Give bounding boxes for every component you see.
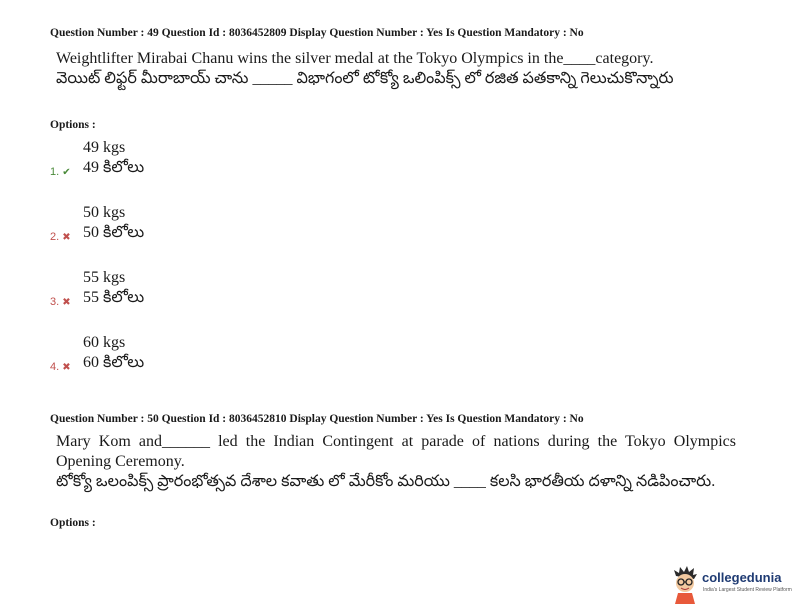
logo-tagline: India's Largest Student Review Platform bbox=[703, 587, 792, 593]
question-50-meta: Question Number : 50 Question Id : 8036452810 Display Question Number : Yes Is Question Mandatory : No bbox=[50, 413, 584, 425]
option-2-number: 2. ✖ bbox=[50, 231, 71, 243]
question-49-meta: Question Number : 49 Question Id : 8036452809 Display Question Number : Yes Is Question Mandatory : No bbox=[50, 27, 584, 39]
cross-icon: ✖ bbox=[62, 362, 71, 373]
check-icon: ✔ bbox=[62, 167, 71, 178]
option-2-text-en: 50 kgs bbox=[83, 204, 126, 221]
option-1[interactable] bbox=[50, 138, 350, 182]
question-49-text-te: వెయిట్ లిఫ్టర్ మీరాబాయ్ చాను _____ విభాగంలో టోక్యో ఒలింపిక్స్ లో రజిత పతకాన్ని గెలుచుకొన్నారు bbox=[56, 70, 674, 87]
option-4-text-en: 60 kgs bbox=[83, 334, 126, 351]
question-49-text-en: Weightlifter Mirabai Chanu wins the silver medal at the Tokyo Olympics in the____category. bbox=[56, 50, 654, 67]
option-3-text-en: 55 kgs bbox=[83, 269, 126, 286]
option-4-number: 4. ✖ bbox=[50, 361, 71, 373]
option-4-text-te: 60 కిలోలు bbox=[83, 354, 145, 371]
question-50-options-label: Options : bbox=[50, 517, 96, 529]
question-50-text-en: Mary Kom and______ led the Indian Contingent at parade of nations during the Tokyo Olympics Opening Ceremony. bbox=[56, 433, 736, 470]
option-2-text-te: 50 కిలోలు bbox=[83, 224, 145, 241]
question-50-text-te: టోక్యో ఒలంపిక్స్ ప్రారంభోత్సవ దేశాల కవాతు లో మేరీకోం మరియు ____ కలసి భారతీయ దళాన్ని నడిపించారు. bbox=[56, 473, 716, 490]
option-3-number: 3. ✖ bbox=[50, 296, 71, 308]
cross-icon: ✖ bbox=[62, 232, 71, 243]
collegedunia-logo bbox=[670, 564, 792, 608]
option-2[interactable] bbox=[50, 203, 350, 247]
cross-icon: ✖ bbox=[62, 297, 71, 308]
option-1-text-te: 49 కిలోలు bbox=[83, 159, 145, 176]
mascot-icon bbox=[670, 564, 700, 604]
question-49-text bbox=[56, 49, 736, 89]
question-50-text bbox=[56, 432, 736, 492]
option-1-number: 1. ✔ bbox=[50, 166, 71, 178]
option-3-text-te: 55 కిలోలు bbox=[83, 289, 145, 306]
option-3[interactable] bbox=[50, 268, 350, 312]
option-4[interactable] bbox=[50, 333, 350, 377]
option-1-text-en: 49 kgs bbox=[83, 139, 126, 156]
logo-brand-text: collegedunia bbox=[702, 570, 782, 585]
question-49-options-label: Options : bbox=[50, 119, 96, 131]
